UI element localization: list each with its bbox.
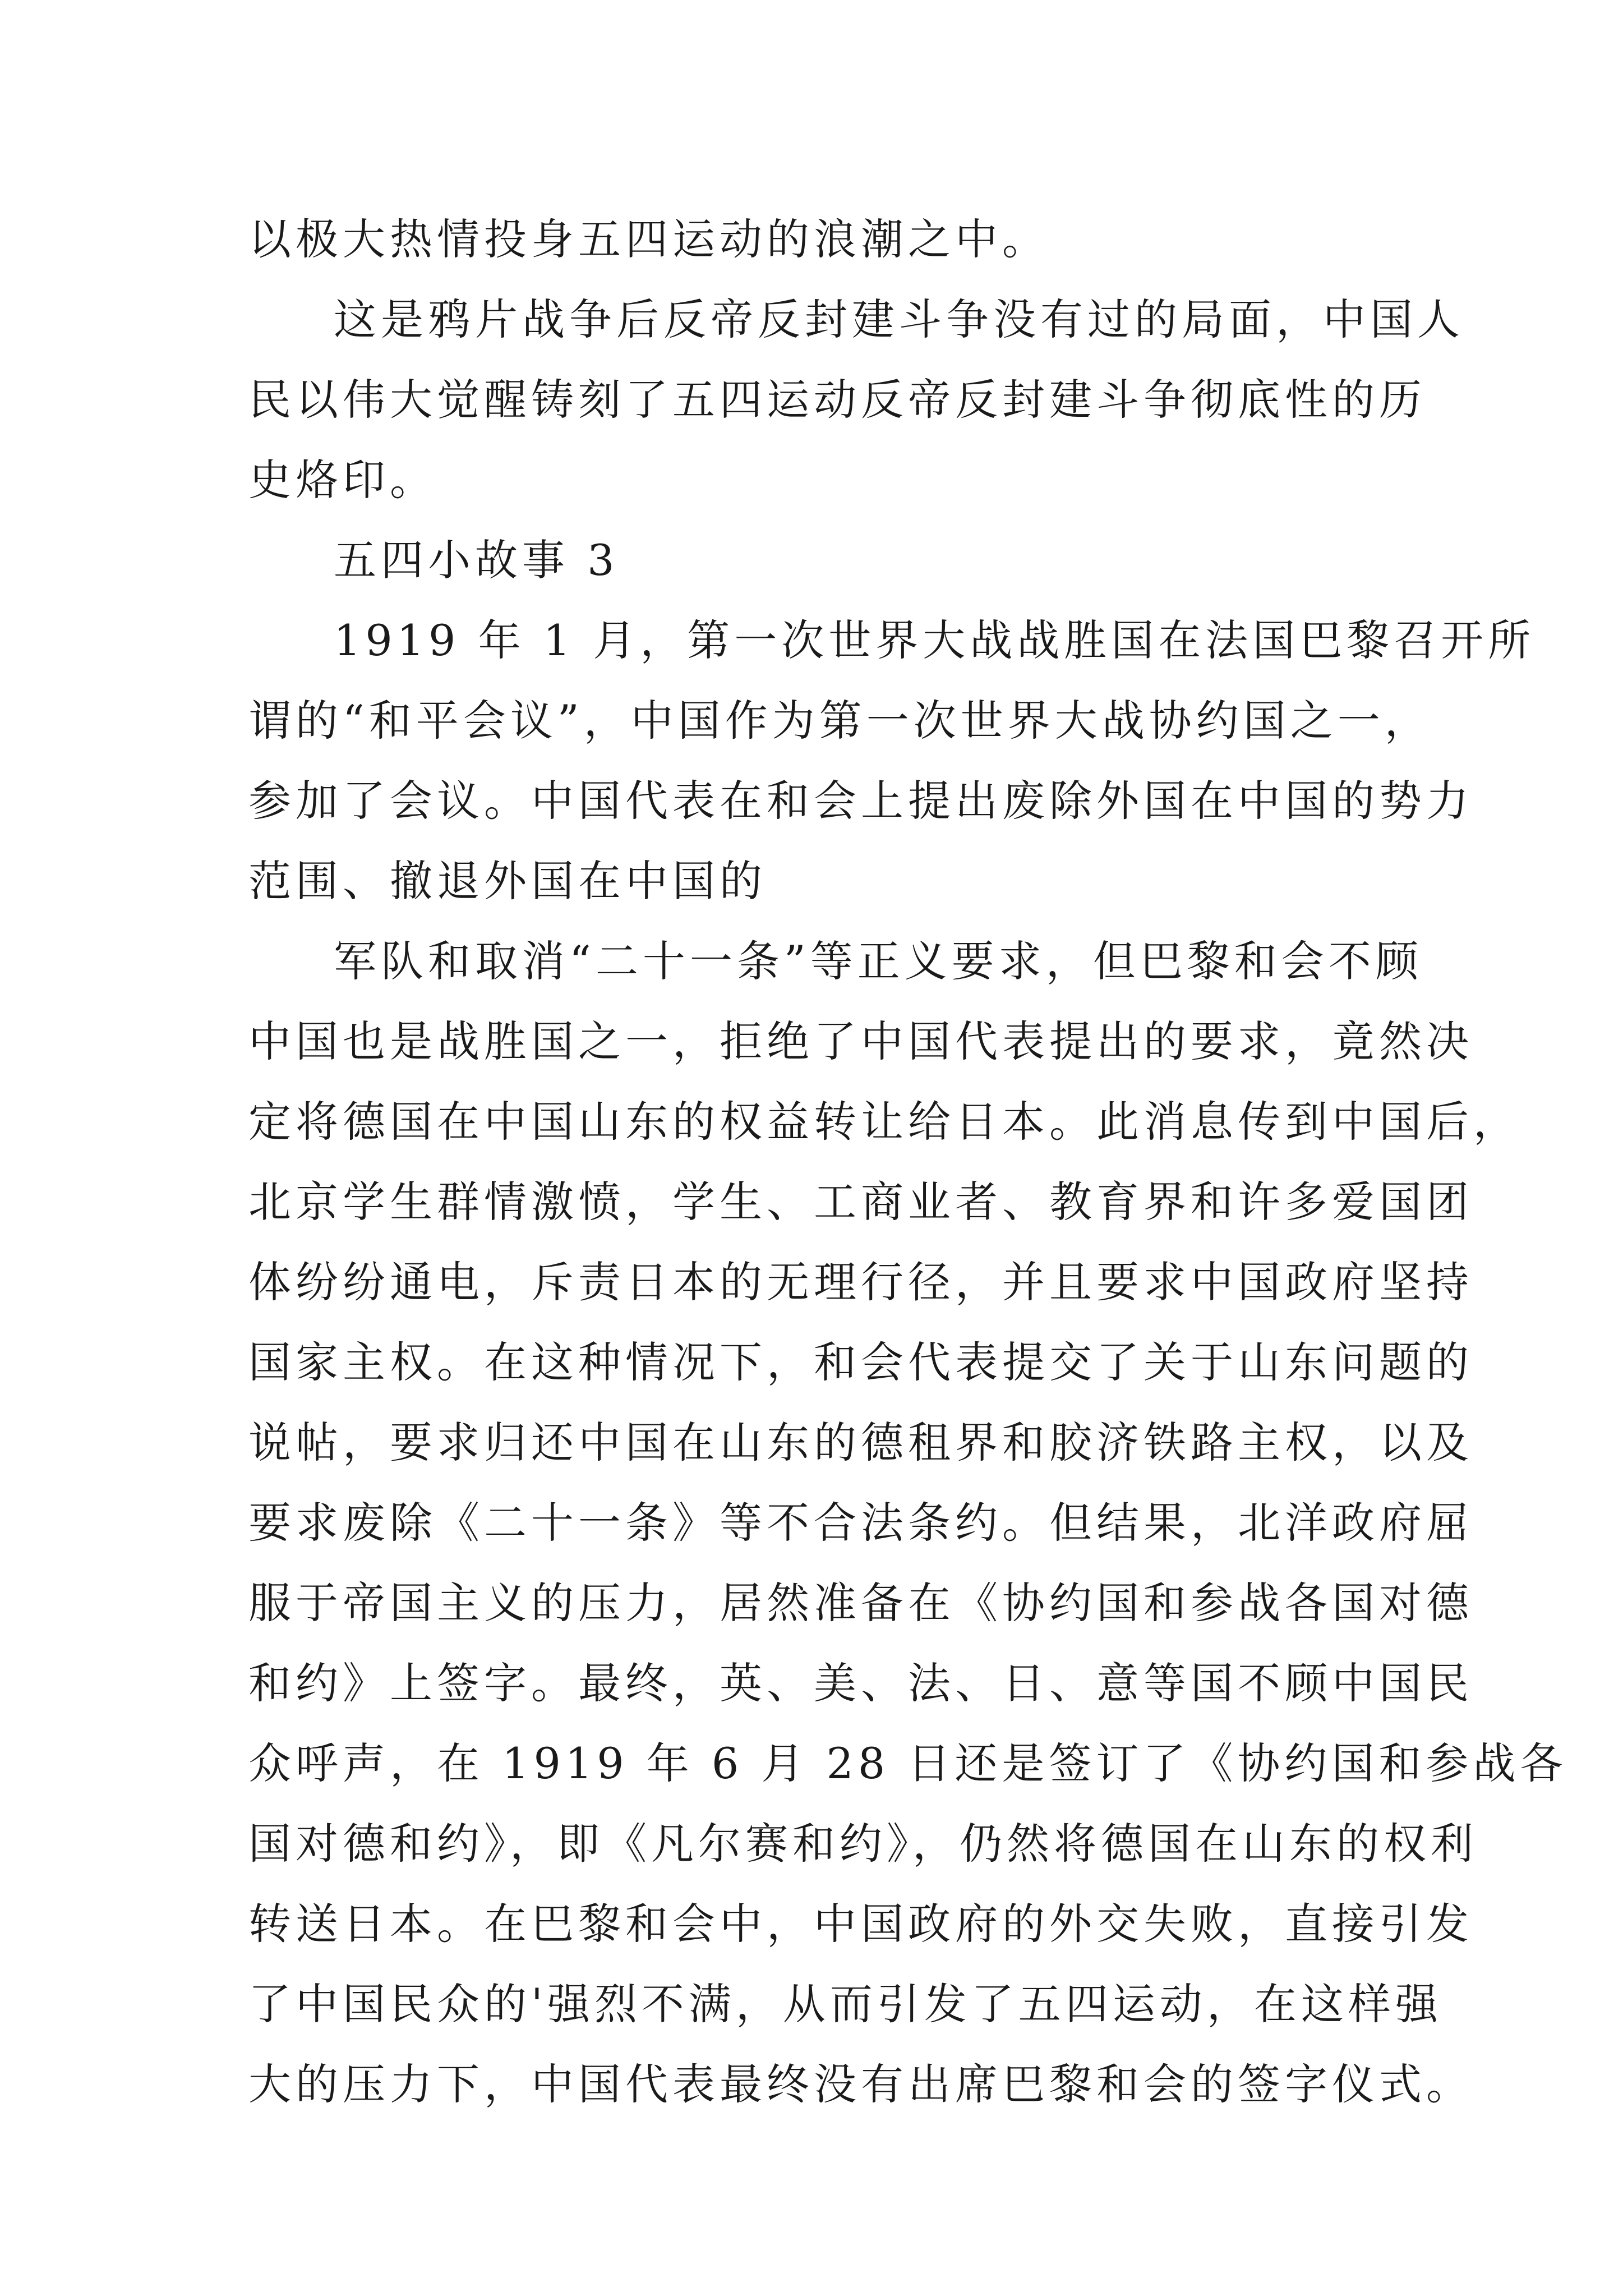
text-line: 国对德和约》，即《凡尔赛和约》，仍然将德国在山东的权利 xyxy=(248,1819,1478,1869)
text-line: 服于帝国主义的压力，居然准备在《协约国和参战各国对德 xyxy=(248,1578,1473,1628)
text-line: 中国也是战胜国之一，拒绝了中国代表提出的要求，竟然决 xyxy=(248,1016,1473,1066)
text-line: 军队和取消“二十一条”等正义要求，但巴黎和会不顾 xyxy=(334,936,1423,986)
text-line: 以极大热情投身五四运动的浪潮之中。 xyxy=(248,214,1049,264)
text-line: 要求废除《二十一条》等不合法条约。但结果，北洋政府屈 xyxy=(248,1498,1473,1548)
text-line: 众呼声，在 1919 年 6 月 28 日还是签订了《协约国和参战各 xyxy=(248,1738,1567,1788)
text-line: 北京学生群情激愤，学生、工商业者、教育界和许多爱国团 xyxy=(248,1177,1473,1227)
text-line: 范围、撤退外国在中国的 xyxy=(248,856,767,906)
text-line: 国家主权。在这种情况下，和会代表提交了关于山东问题的 xyxy=(248,1337,1473,1387)
text-line: 转送日本。在巴黎和会中，中国政府的外交失败，直接引发 xyxy=(248,1899,1473,1949)
text-line: 这是鸦片战争后反帝反封建斗争没有过的局面，中国人 xyxy=(334,295,1464,344)
text-line: 1919 年 1 月，第一次世界大战战胜国在法国巴黎召开所 xyxy=(334,615,1536,665)
text-line: 了中国民众的'强烈不满，从而引发了五四运动，在这样强 xyxy=(248,1979,1442,2029)
text-line: 体纷纷通电，斥责日本的无理行径，并且要求中国政府坚持 xyxy=(248,1257,1473,1307)
text-line: 参加了会议。中国代表在和会上提出废除外国在中国的势力 xyxy=(248,776,1473,826)
text-line: 说帖，要求归还中国在山东的德租界和胶济铁路主权，以及 xyxy=(248,1418,1473,1467)
text-line: 和约》上签字。最终，英、美、法、日、意等国不顾中国民 xyxy=(248,1658,1473,1708)
text-line: 史烙印。 xyxy=(248,455,437,505)
text-line: 五四小故事 3 xyxy=(334,535,619,585)
text-line: 民以伟大觉醒铸刻了五四运动反帝反封建斗争彻底性的历 xyxy=(248,375,1426,425)
text-line: 大的压力下，中国代表最终没有出席巴黎和会的签字仪式。 xyxy=(248,2059,1473,2109)
text-line: 谓的“和平会议”，中国作为第一次世界大战协约国之一， xyxy=(248,696,1432,746)
text-line: 定将德国在中国山东的权益转让给日本。此消息传到中国后， xyxy=(248,1097,1520,1147)
body-text xyxy=(248,199,1567,2124)
